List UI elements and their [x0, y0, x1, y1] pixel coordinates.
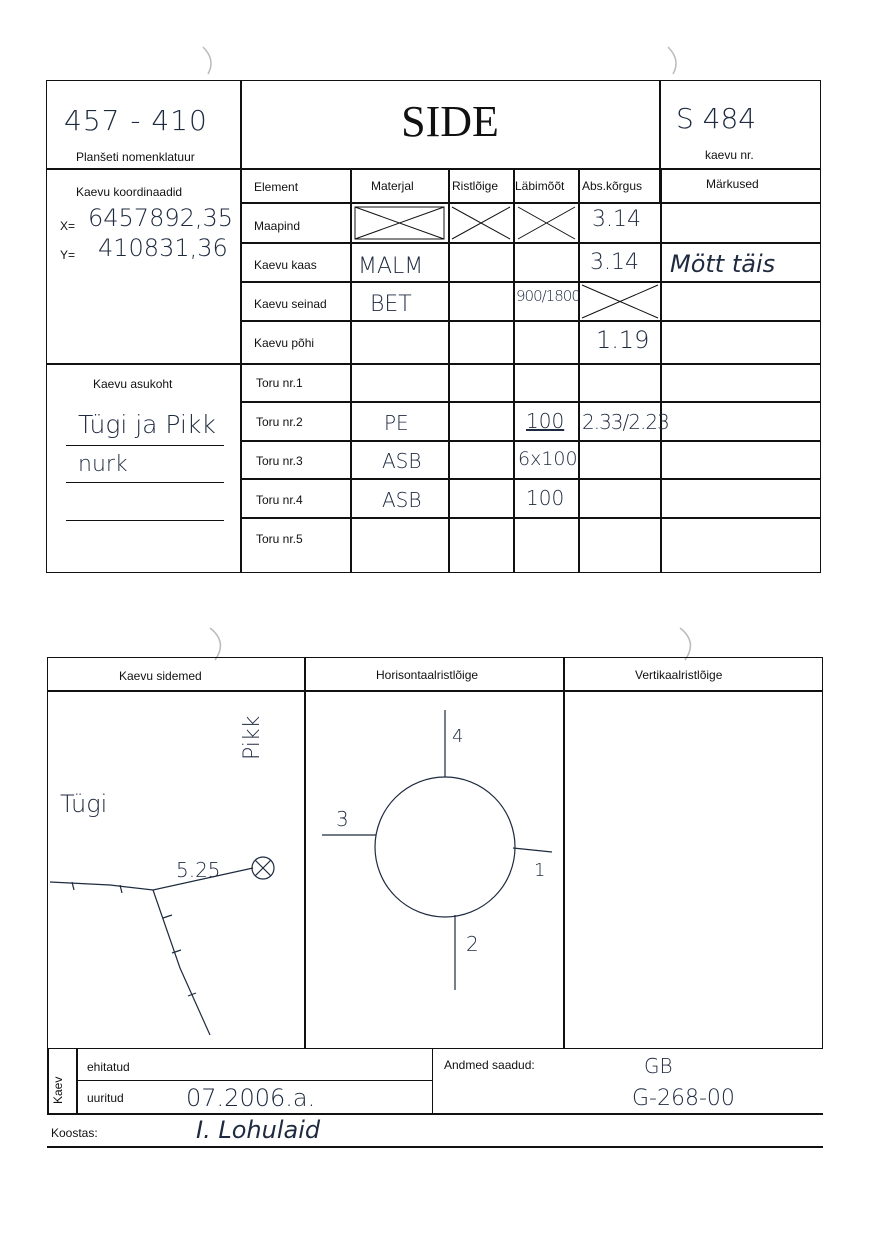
row-material: ASB: [382, 449, 422, 473]
row-diameter: 900/1800: [516, 287, 580, 305]
y-label: Y=: [60, 248, 76, 262]
sketch-col1-title: Kaevu sidemed: [119, 669, 202, 683]
row-element: Toru nr.1: [256, 376, 303, 390]
col-header-remarks: Märkused: [706, 177, 759, 191]
location-line1: Tügi ja Pikk: [78, 410, 216, 439]
well-symbol: [252, 857, 274, 879]
sketch-col3-title: Vertikaalristlõige: [635, 668, 723, 682]
surveyed-label: uuritud: [87, 1091, 124, 1105]
coords-label: Kaevu koordinaadid: [76, 185, 183, 199]
row-element: Kaevu kaas: [254, 258, 317, 272]
pipe-label-1: 1: [534, 860, 546, 881]
pipe-1: [513, 848, 552, 852]
row-diameter: 100: [526, 409, 565, 433]
row-material: ASB: [382, 488, 422, 512]
footer-side-label: Kaev: [51, 1076, 65, 1104]
row-remarks: Mött täis: [670, 250, 776, 278]
row-material: BET: [370, 292, 412, 317]
col-header-material: Materjal: [371, 179, 414, 193]
pipe-label-3: 3: [336, 807, 349, 831]
col-header-elevation: Abs.kõrgus: [582, 179, 643, 193]
compiled-label: Koostas:: [51, 1126, 98, 1140]
x-value: 6457892,35: [88, 204, 234, 232]
surveyed-value: 07.2006.a.: [186, 1084, 316, 1112]
distance-label: 5.25: [176, 858, 221, 882]
pipe-label-2: 2: [466, 932, 479, 956]
street-line: [153, 890, 210, 1035]
y-value: 410831,36: [98, 234, 228, 262]
row-element: Kaevu seinad: [254, 297, 327, 311]
row-element: Kaevu põhi: [254, 336, 315, 350]
street-line: [50, 882, 153, 890]
row-element: Maapind: [254, 219, 301, 233]
location-line2: nurk: [78, 452, 128, 477]
data-label: Andmed saadud:: [444, 1058, 535, 1072]
col-header-element: Element: [254, 180, 299, 194]
row-element: Toru nr.4: [256, 493, 303, 507]
row-material: MALM: [358, 254, 424, 279]
col-header-section: Ristlõige: [452, 179, 499, 193]
row-material: PE: [384, 411, 409, 435]
street-label: Tügi: [60, 790, 108, 818]
row-element: Toru nr.5: [256, 532, 303, 546]
location-label: Kaevu asukoht: [93, 377, 173, 391]
well-number: S 484: [676, 102, 757, 135]
built-label: ehitatud: [87, 1060, 130, 1074]
pipe-label-4: 4: [452, 726, 464, 747]
row-diameter: 100: [526, 486, 565, 510]
row-element: Toru nr.2: [256, 415, 303, 429]
sketch-col2-title: Horisontaalristlõige: [376, 668, 479, 682]
well-circle: [375, 777, 515, 917]
row-elevation: 2.33/2.23: [582, 410, 669, 434]
data-value-1: GB: [644, 1054, 673, 1078]
row-elevation: 3.14: [590, 250, 639, 275]
well-label: kaevu nr.: [705, 148, 754, 162]
compiled-value: I. Lohulaid: [196, 1116, 321, 1144]
row-element: Toru nr.3: [256, 454, 303, 468]
row-diameter: 6x100: [518, 448, 578, 470]
col-header-diameter: Läbimõõt: [515, 179, 565, 193]
data-value-2: G-268-00: [632, 1086, 735, 1111]
sheet-label: Planšeti nomenklatuur: [76, 150, 195, 164]
row-elevation: 3.14: [592, 207, 641, 232]
sheet-number: 457 - 410: [64, 104, 208, 137]
card-title: SIDE: [401, 97, 499, 146]
street-label: Pikk: [240, 715, 265, 760]
x-label: X=: [60, 219, 76, 233]
row-elevation: 1.19: [596, 326, 650, 354]
